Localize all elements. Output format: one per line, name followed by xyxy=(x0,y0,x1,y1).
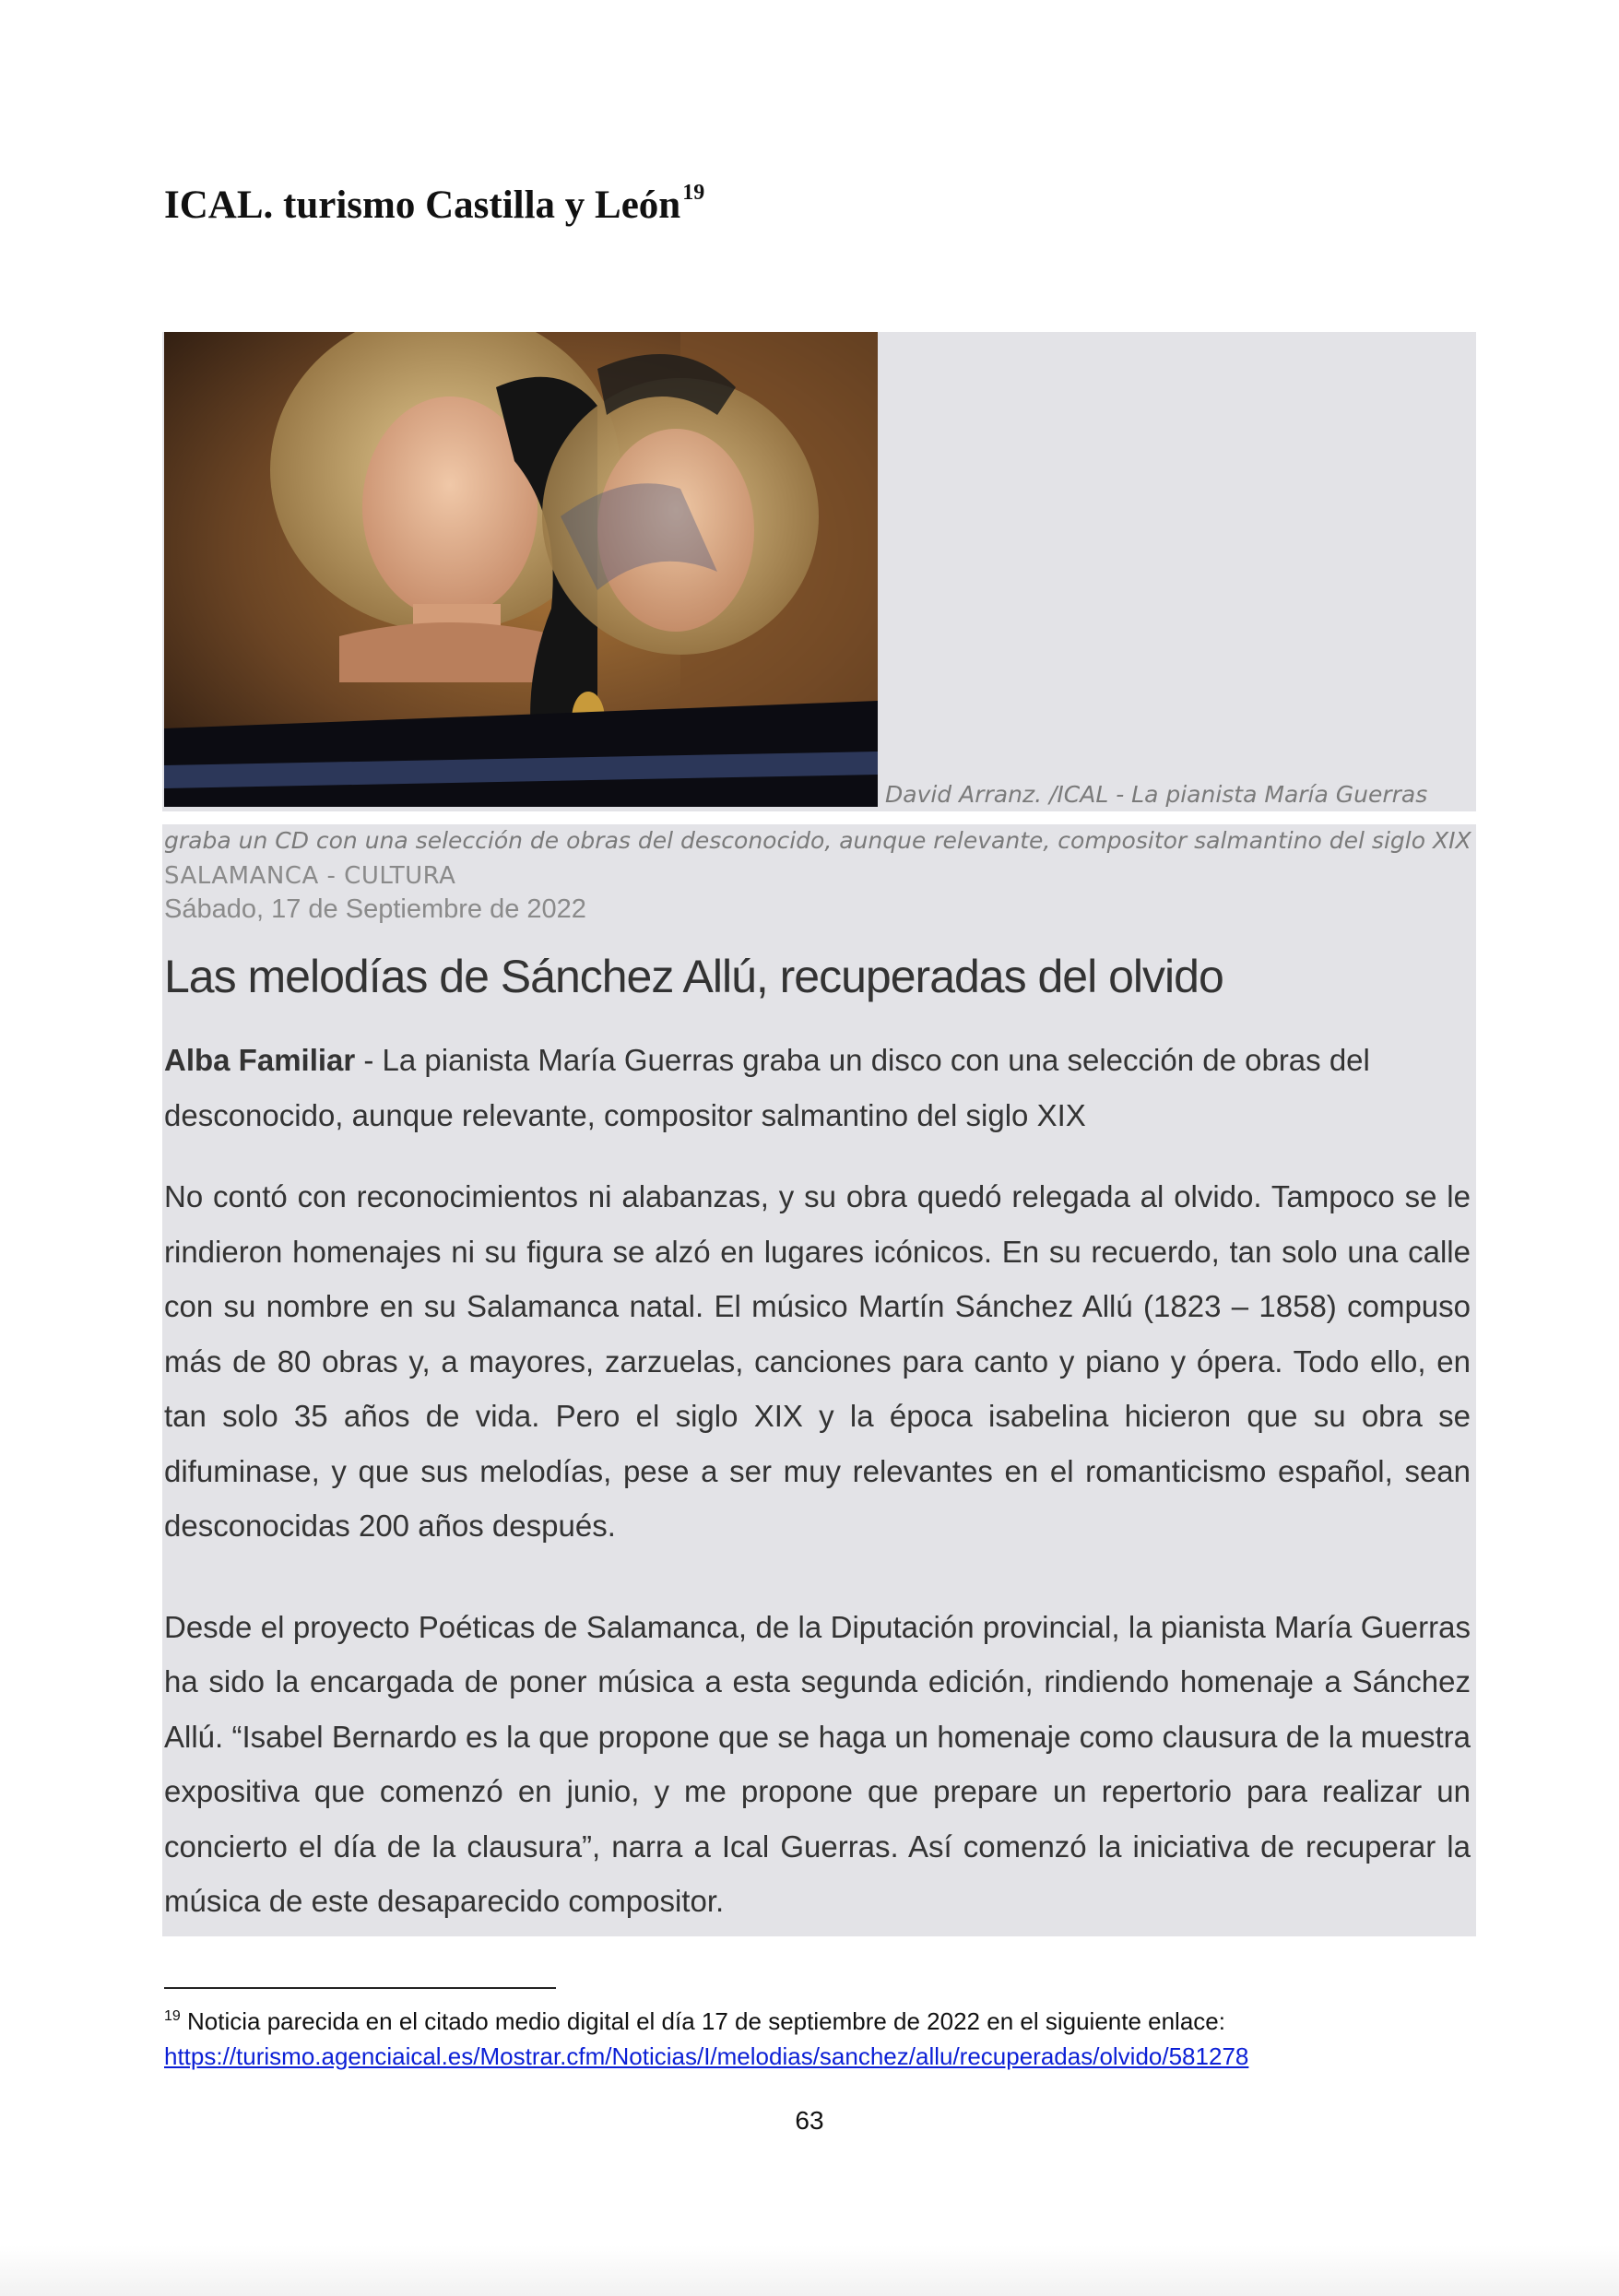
article-body xyxy=(162,858,1476,1936)
article-lead xyxy=(164,1033,1476,1143)
article-lead-text: - La pianista María Guerras graba un disco con una selección de obras del desconocido, aunque relevante, compositor salmantino del siglo XIX xyxy=(164,1043,1370,1132)
footnote-line xyxy=(164,1999,1473,2039)
photo-caption-line2: graba un CD con una selección de obras del desconocido, aunque relevante, compositor salmantino del siglo XIX xyxy=(162,824,1476,858)
footnote xyxy=(164,1999,1473,2074)
photo-row xyxy=(162,332,1476,811)
pianist-photo-illustration xyxy=(164,332,878,807)
footnote-text: Noticia parecida en el citado medio digital el día 17 de septiembre de 2022 en el siguiente enlace: xyxy=(180,2007,1225,2035)
photo-caption-line1: David Arranz. /ICAL - La pianista María Guerras xyxy=(885,781,1428,808)
footnote-link[interactable]: https://turismo.agenciaical.es/Mostrar.cfm/Noticias/I/melodias/sanchez/allu/recuperadas/olvido/581278 xyxy=(164,2042,1249,2070)
page-number: 63 xyxy=(795,2106,824,2135)
article-photo xyxy=(164,332,878,807)
article-clipping xyxy=(162,332,1476,1936)
article-paragraph: No contó con reconocimientos ni alabanzas, y su obra quedó relegada al olvido. Tampoco se le rindieron homenajes ni su figura se alzó en lugares icónicos. En su recuerdo, tan solo una calle con su nombre en su Salamanca natal. El músico Martín Sánchez Allú (1823 – 1858) compuso más de 80 obras y, a mayores, zarzuelas, canciones para canto y piano y ópera. Todo ello, en tan solo 35 años de vida. Pero el siglo XIX y la época isabelina hicieron que su obra se difuminase, y que sus melodías, pese a ser muy relevantes en el romanticismo español, sean desconocidas 200 años después. xyxy=(164,1179,1471,1543)
section-tag[interactable]: SALAMANCA - CULTURA xyxy=(164,862,456,890)
footnote-ref[interactable]: 19 xyxy=(682,181,705,205)
section-heading xyxy=(164,181,704,228)
article-paragraph: Desde el proyecto Poéticas de Salamanca, de la Diputación provincial, la pianista María Guerras ha sido la encargada de poner música a esta segunda edición, rindiendo homenaje a Sánchez Allú. “Isabel Bernardo es la que propone que se haga un homenaje como clausura de la muestra expositiva que comenzó en junio, y me propone que prepare un repertorio para realizar un concierto el día de la clausura”, narra a Ical Guerras. Así comenzó la iniciativa de recuperar la música de este desaparecido compositor. xyxy=(164,1609,1471,1918)
footnote-separator xyxy=(164,1987,556,1989)
article-author: Alba Familiar xyxy=(164,1043,356,1077)
article-headline: Las melodías de Sánchez Allú, recuperadas del olvido xyxy=(164,951,1223,1002)
footnote-number: 19 xyxy=(164,2008,181,2024)
article-date: Sábado, 17 de Septiembre de 2022 xyxy=(164,894,586,924)
section-heading-text: ICAL. turismo Castilla y León xyxy=(164,183,681,227)
page-bottom-shade xyxy=(0,2245,1619,2296)
